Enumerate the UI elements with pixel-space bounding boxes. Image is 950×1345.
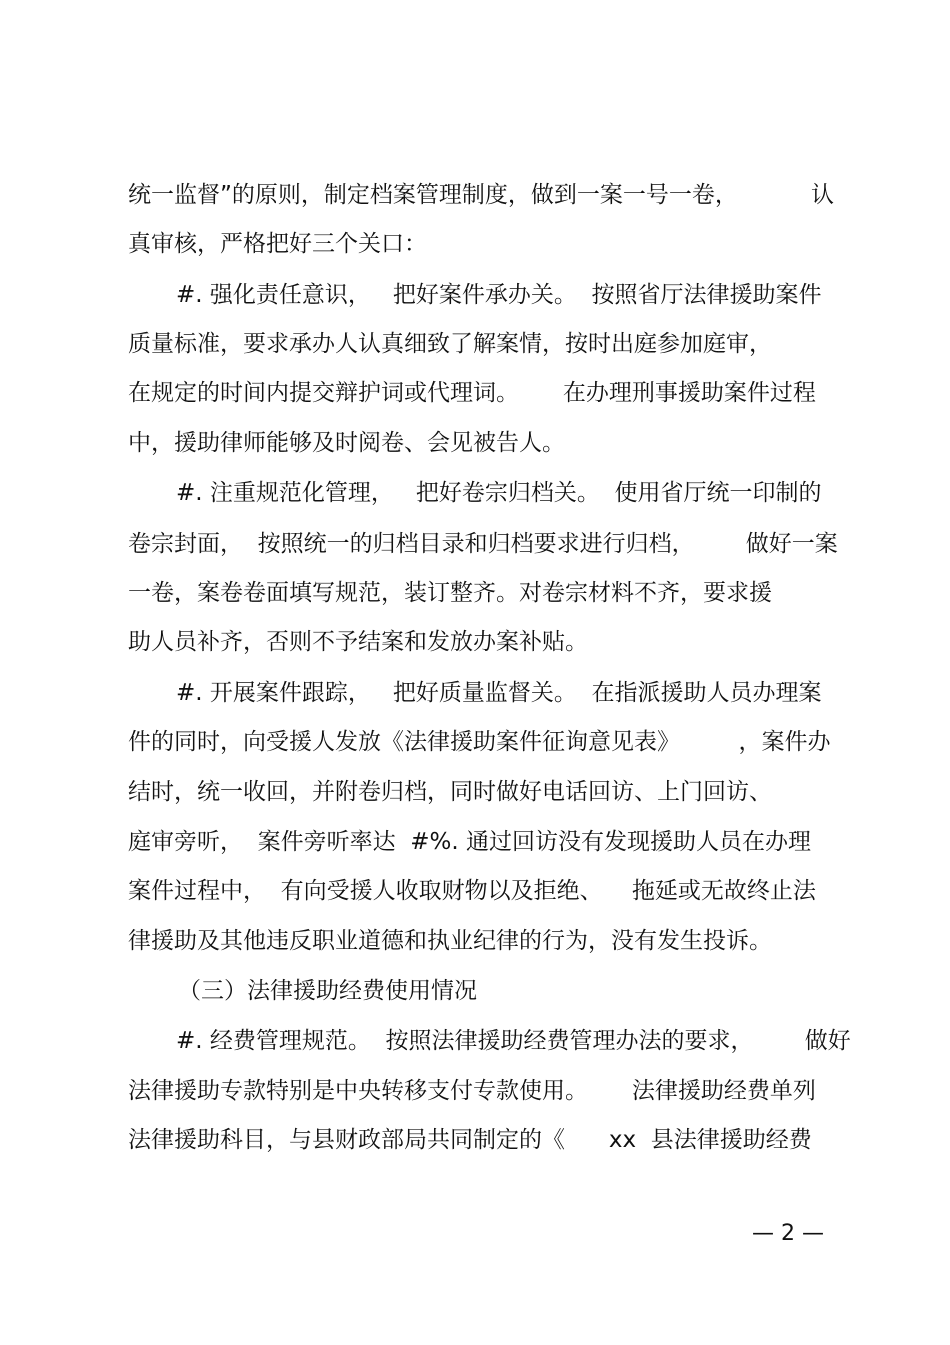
text-line: 助人员补齐，否则不予结案和发放办案补贴。 [128,629,588,655]
text-line: 中，援助律师能够及时阅卷、会见被告人。 [128,430,565,456]
text-line: 一卷，案卷卷面填写规范，装订整齐。对卷宗材料不齐，要求援 [128,580,772,606]
text-line: 法律援助专款特别是中央转移支付专款使用。 法律援助经费单列 [128,1078,816,1104]
text-line: 在规定的时间内提交辩护词或代理词。 在办理刑事援助案件过程 [128,380,816,406]
paragraph-start: #. 强化责任意识， 把好案件承办关。 按照省厅法律援助案件 [176,282,822,308]
paragraph-start: #. 开展案件跟踪， 把好质量监督关。 在指派援助人员办理案 [176,680,822,706]
text-line: 律援助及其他违反职业道德和执业纪律的行为，没有发生投诉。 [128,928,772,954]
text-line: 件的同时，向受援人发放《法律援助案件征询意见表》 ，案件办 [128,729,831,755]
text-line: 法律援助科目，与县财政部局共同制定的《 xx 县法律援助经费 [128,1127,812,1153]
paragraph-start: #. 注重规范化管理， 把好卷宗归档关。 使用省厅统一印制的 [176,480,822,506]
section-heading: （三）法律援助经费使用情况 [178,978,477,1004]
text-line: 质量标准，要求承办人认真细致了解案情，按时出庭参加庭审， [128,331,772,357]
text-line: 真审核，严格把好三个关口： [128,231,427,257]
page-number: — 2 — [752,1221,824,1246]
text-line: 结时，统一收回，并附卷归档，同时做好电话回访、上门回访、 [128,779,772,805]
text-line: 庭审旁听， 案件旁听率达 #%. 通过回访没有发现援助人员在办理 [128,829,811,855]
text-line: 统一监督”的原则，制定档案管理制度，做到一案一号一卷， 认 [128,182,835,208]
paragraph-start: #. 经费管理规范。 按照法律援助经费管理办法的要求， 做好 [176,1028,851,1054]
text-line: 案件过程中， 有向受援人收取财物以及拒绝、 拖延或无故终止法 [128,878,816,904]
text-line: 卷宗封面， 按照统一的归档目录和归档要求进行归档， 做好一案 [128,531,838,557]
